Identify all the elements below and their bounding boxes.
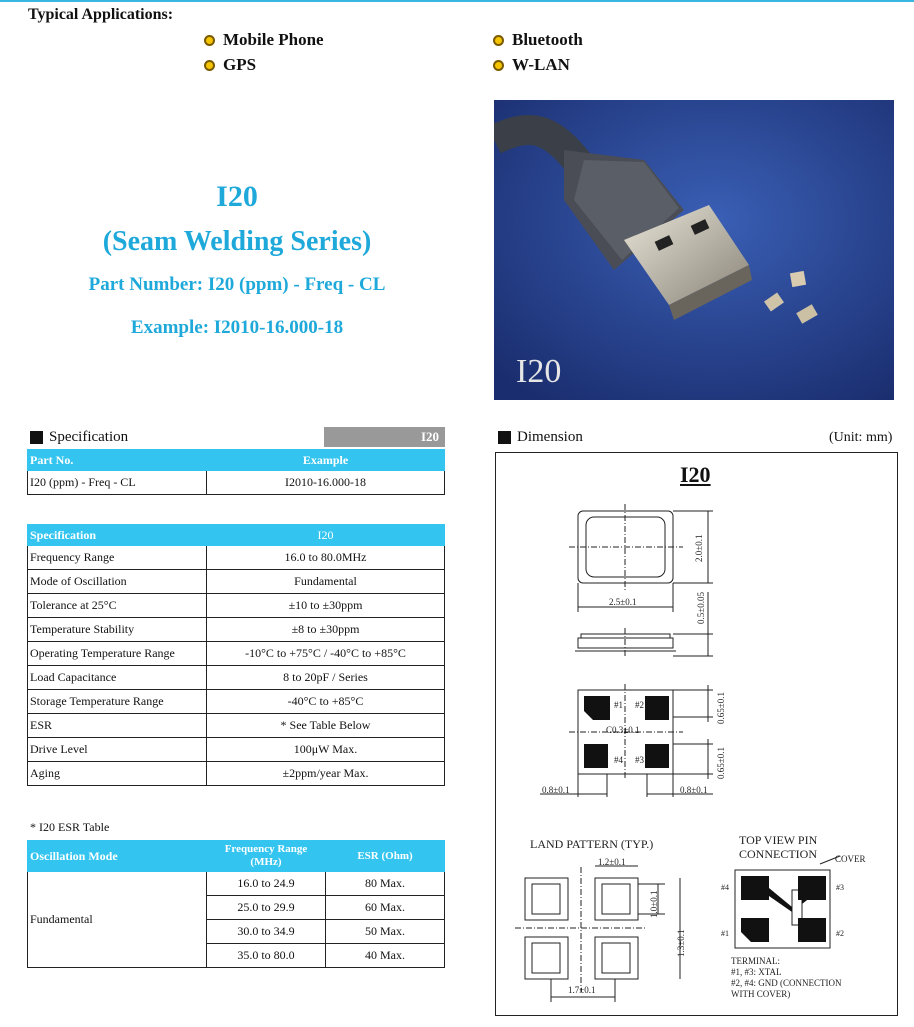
terminal-line-4: WITH COVER) bbox=[731, 989, 791, 999]
part-cell: I20 (ppm) - Freq - CL bbox=[28, 471, 207, 495]
dim-height: 2.0±0.1 bbox=[694, 534, 704, 562]
dim-lp-total-w: 1.7±0.1 bbox=[568, 985, 596, 995]
dim-lp-total-h: 1.3±0.1 bbox=[676, 929, 686, 957]
bullet-icon bbox=[493, 60, 504, 71]
application-item: Bluetooth bbox=[493, 30, 583, 50]
spec-label: Load Capacitance bbox=[28, 666, 207, 690]
land-pattern-label: LAND PATTERN (TYP.) bbox=[530, 837, 654, 851]
dim-lp-w: 1.2±0.1 bbox=[598, 857, 626, 867]
freq-cell: 16.0 to 24.9 bbox=[207, 872, 326, 896]
spec-label: Aging bbox=[28, 762, 207, 786]
esr-table-title: * I20 ESR Table bbox=[30, 820, 110, 834]
spec-label: Mode of Oscillation bbox=[28, 570, 207, 594]
application-item: Mobile Phone bbox=[204, 30, 324, 50]
spec-row bbox=[28, 690, 445, 714]
spec-label: Frequency Range bbox=[28, 546, 207, 570]
dim-pad-v1: 0.65±0.1 bbox=[716, 692, 726, 724]
spec-row bbox=[28, 618, 445, 642]
pin-4: #4 bbox=[614, 755, 623, 765]
applications-title: Typical Applications: bbox=[28, 6, 174, 23]
pin-3: #3 bbox=[635, 755, 644, 765]
dimension-drawing bbox=[495, 452, 898, 1016]
dim-thickness: 0.5±0.05 bbox=[696, 592, 706, 624]
spec-section-header: Specification bbox=[30, 429, 128, 446]
mode-cell: Fundamental bbox=[28, 872, 207, 968]
part-table bbox=[27, 449, 445, 495]
pin-conn-4: #4 bbox=[721, 883, 729, 892]
spec-value: * See Table Below bbox=[207, 714, 445, 738]
spec-label: Tolerance at 25°C bbox=[28, 594, 207, 618]
part-number: Part Number: I20 (ppm) - Freq - CL bbox=[88, 274, 386, 295]
application-item: W-LAN bbox=[493, 55, 570, 75]
spec-value: 100μW Max. bbox=[207, 738, 445, 762]
top-view-label-2: CONNECTION bbox=[739, 847, 817, 861]
pin-1: #1 bbox=[614, 700, 623, 710]
terminal-line-3: #2, #4: GND (CONNECTION bbox=[731, 978, 842, 988]
spec-value: 16.0 to 80.0MHz bbox=[207, 546, 445, 570]
square-bullet-icon bbox=[30, 431, 43, 444]
example-cell: I2010-16.000-18 bbox=[207, 471, 445, 495]
application-item: GPS bbox=[204, 55, 256, 75]
spec-row bbox=[28, 642, 445, 666]
spec-tab: I20 bbox=[324, 427, 445, 447]
freq-cell: 35.0 to 80.0 bbox=[207, 944, 326, 968]
spec-value: 8 to 20pF / Series bbox=[207, 666, 445, 690]
spec-value-header: I20 bbox=[207, 525, 445, 546]
spec-row bbox=[28, 714, 445, 738]
product-series: (Seam Welding Series) bbox=[102, 226, 372, 257]
spec-value: ±2ppm/year Max. bbox=[207, 762, 445, 786]
pin-conn-3: #3 bbox=[836, 883, 844, 892]
esr-row bbox=[28, 872, 445, 896]
mode-header: Oscillation Mode bbox=[28, 841, 207, 872]
spec-row bbox=[28, 738, 445, 762]
dim-width: 2.5±0.1 bbox=[609, 597, 637, 607]
dim-pad-w-right: 0.8±0.1 bbox=[680, 785, 708, 795]
photo-label: I20 bbox=[516, 353, 562, 390]
spec-row bbox=[28, 546, 445, 570]
dim-lp-h: 1.0±0.1 bbox=[649, 890, 659, 918]
esr-cell: 80 Max. bbox=[326, 872, 445, 896]
part-example: Example: I2010-16.000-18 bbox=[130, 317, 344, 338]
spec-row bbox=[28, 594, 445, 618]
spec-value: ±8 to ±30ppm bbox=[207, 618, 445, 642]
spec-row bbox=[28, 570, 445, 594]
pin-conn-1: #1 bbox=[721, 929, 729, 938]
spec-value: Fundamental bbox=[207, 570, 445, 594]
dim-chamfer: C0.3±0.1 bbox=[606, 725, 640, 735]
spec-label: ESR bbox=[28, 714, 207, 738]
spec-label: Drive Level bbox=[28, 738, 207, 762]
dimension-title: I20 bbox=[680, 462, 711, 487]
terminal-line-2: #1, #3: XTAL bbox=[731, 967, 782, 977]
spec-label: Temperature Stability bbox=[28, 618, 207, 642]
esr-header: ESR (Ohm) bbox=[326, 841, 445, 872]
spec-label: Storage Temperature Range bbox=[28, 690, 207, 714]
freq-cell: 30.0 to 34.9 bbox=[207, 920, 326, 944]
terminal-line-1: TERMINAL: bbox=[731, 956, 780, 966]
freq-header: Frequency Range (MHz) bbox=[207, 841, 326, 872]
product-photo bbox=[494, 100, 894, 400]
product-model: I20 bbox=[216, 180, 258, 213]
top-view-label-1: TOP VIEW PIN bbox=[739, 833, 818, 847]
unit-label: (Unit: mm) bbox=[829, 430, 893, 445]
freq-cell: 25.0 to 29.9 bbox=[207, 896, 326, 920]
pin-2: #2 bbox=[635, 700, 644, 710]
spec-row bbox=[28, 762, 445, 786]
bullet-icon bbox=[204, 60, 215, 71]
esr-cell: 50 Max. bbox=[326, 920, 445, 944]
square-bullet-icon bbox=[498, 431, 511, 444]
example-header: Example bbox=[207, 450, 445, 471]
spec-row bbox=[28, 666, 445, 690]
spec-header: Specification bbox=[28, 525, 207, 546]
bullet-icon bbox=[493, 35, 504, 46]
pin-conn-2: #2 bbox=[836, 929, 844, 938]
dimension-section-header: Dimension bbox=[498, 429, 583, 446]
spec-label: Operating Temperature Range bbox=[28, 642, 207, 666]
cover-label: COVER bbox=[835, 854, 866, 864]
esr-cell: 40 Max. bbox=[326, 944, 445, 968]
spec-value: -10°C to +75°C / -40°C to +85°C bbox=[207, 642, 445, 666]
dim-pad-v2: 0.65±0.1 bbox=[716, 747, 726, 779]
part-header: Part No. bbox=[28, 450, 207, 471]
esr-table bbox=[27, 840, 445, 968]
esr-cell: 60 Max. bbox=[326, 896, 445, 920]
top-rule bbox=[0, 0, 914, 2]
spec-value: ±10 to ±30ppm bbox=[207, 594, 445, 618]
dim-pad-w-left: 0.8±0.1 bbox=[542, 785, 570, 795]
bullet-icon bbox=[204, 35, 215, 46]
spec-table bbox=[27, 524, 445, 786]
spec-value: -40°C to +85°C bbox=[207, 690, 445, 714]
